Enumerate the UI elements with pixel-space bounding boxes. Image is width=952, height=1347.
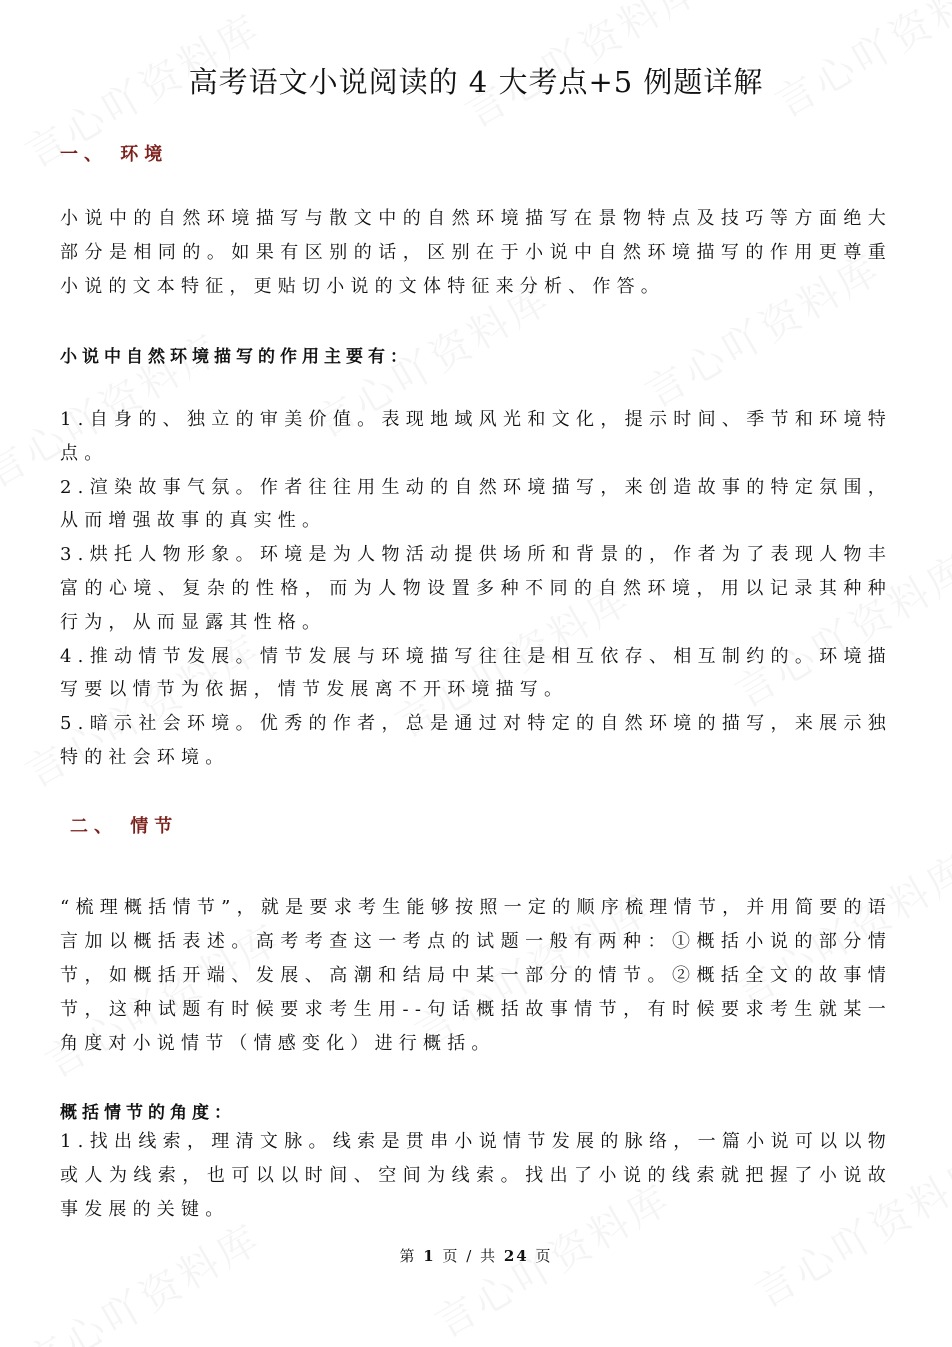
plot-intro-paragraph: “梳理概括情节”，就是要求考生能够按照一定的顺序梳理情节，并用简要的语言加以概括表述。高考考查这一考点的试题一般有两种：①概括小说的部分情节，如概括开端、发展、高潮和结局中某一部分的情节。②概括全文的故事情节，这种试题有时候要求考生用--句话概括故事情节，有时候要求考生就某一角度对小说情节（情感变化）进行概括。	[60, 897, 892, 1054]
environment-subheading: 小说中自然环境描写的作用主要有：	[60, 347, 412, 367]
plot-angle-list	[60, 1125, 892, 1226]
plot-subheading: 概括情节的角度：	[60, 1103, 236, 1123]
list-item: 1.找出线索，理清文脉。线索是贯串小说情节发展的脉络，一篇小说可以以物或人为线索，也可以以时间、空间为线索。找出了小说的线索就把握了小说故事发展的关键。	[60, 1131, 892, 1220]
document-title: 高考语文小说阅读的 4 大考点+5 例题详解	[188, 65, 764, 99]
footer-middle: 页 / 共	[442, 1247, 498, 1265]
environment-function-list	[60, 403, 892, 775]
footer-prefix: 第	[399, 1247, 417, 1265]
environment-intro-paragraph: 小说中的自然环境描写与散文中的自然环境描写在景物特点及技巧等方面绝大部分是相同的。如果有区别的话，区别在于小说中自然环境描写的作用更尊重小说的文本特征，更贴切小说的文体特征来分析、作答。	[60, 208, 892, 297]
list-item: 2.渲染故事气氛。作者往往用生动的自然环境描写，来创造故事的特定氛围，从而增强故事的真实性。	[60, 476, 892, 532]
footer-suffix: 页	[535, 1247, 553, 1265]
watermark	[13, 1208, 270, 1347]
list-item: 1.自身的、独立的审美价值。表现地域风光和文化，提示时间、季节和环境特点。	[60, 409, 892, 464]
footer-page-number: 1	[423, 1247, 436, 1265]
footer-total-pages: 24	[503, 1247, 529, 1265]
list-item: 3.烘托人物形象。环境是为人物活动提供场所和背景的，作者为了表现人物丰富的心境、复杂的性格，而为人物设置多种不同的自然环境，用以记录其种种行为，从而显露其性格。	[60, 544, 892, 633]
page-footer	[0, 1245, 952, 1266]
section-heading-plot: 二、 情节	[70, 816, 179, 837]
section-heading-environment: 一、 环境	[60, 144, 169, 165]
list-item: 4.推动情节发展。情节发展与环境描写往往是相互依存、相互制约的。环境描写要以情节为依据，情节发展离不开环境描写。	[60, 645, 892, 701]
list-item: 5.暗示社会环境。优秀的作者，总是通过对特定的自然环境的描写，来展示独特的社会环境。	[60, 713, 892, 768]
